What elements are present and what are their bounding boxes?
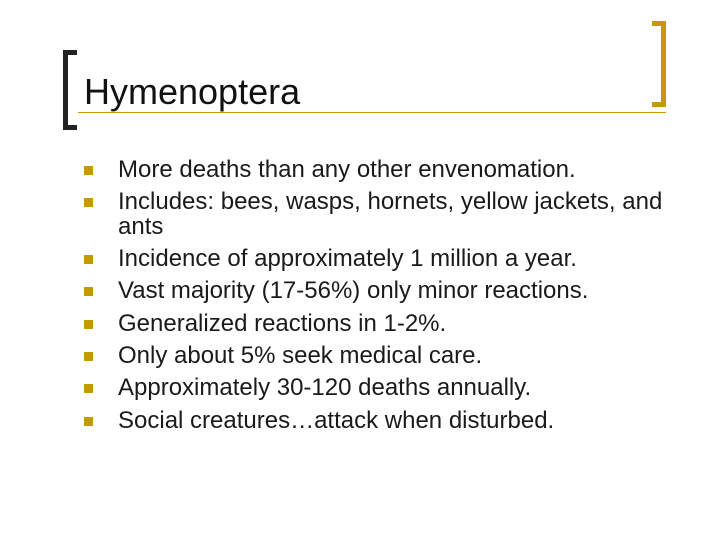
title-left-bracket	[63, 50, 77, 130]
bullet-text: Incidence of approximately 1 million a year.	[118, 245, 577, 273]
bullet-text: More deaths than any other envenomation.	[118, 156, 576, 183]
list-item	[84, 309, 684, 337]
bullet-text: Includes: bees, wasps, hornets, yellow jackets, and ants	[118, 188, 663, 240]
list-item	[84, 247, 684, 272]
list-item	[84, 376, 684, 401]
title-underline	[78, 112, 666, 113]
list-item	[84, 190, 684, 239]
square-bullet-icon	[84, 384, 93, 393]
title-right-bracket	[652, 21, 666, 107]
square-bullet-icon	[84, 166, 93, 175]
square-bullet-icon	[84, 287, 93, 296]
bullet-text: Approximately 30-120 deaths annually.	[118, 374, 532, 402]
square-bullet-icon	[84, 198, 93, 207]
list-item	[84, 158, 684, 183]
bullet-text: Only about 5% seek medical care.	[118, 341, 483, 369]
bullet-list	[84, 158, 684, 441]
bullet-text: Social creatures…attack when disturbed.	[118, 406, 555, 434]
bullet-text: Generalized reactions in 1-2%.	[118, 309, 447, 337]
square-bullet-icon	[84, 417, 93, 426]
list-item	[84, 279, 684, 304]
bullet-text: Vast majority (17-56%) only minor reactions.	[118, 277, 589, 305]
list-item	[84, 341, 684, 369]
square-bullet-icon	[84, 255, 93, 264]
square-bullet-icon	[84, 320, 93, 329]
slide-title: Hymenoptera	[84, 71, 301, 112]
square-bullet-icon	[84, 352, 93, 361]
list-item	[84, 406, 684, 434]
